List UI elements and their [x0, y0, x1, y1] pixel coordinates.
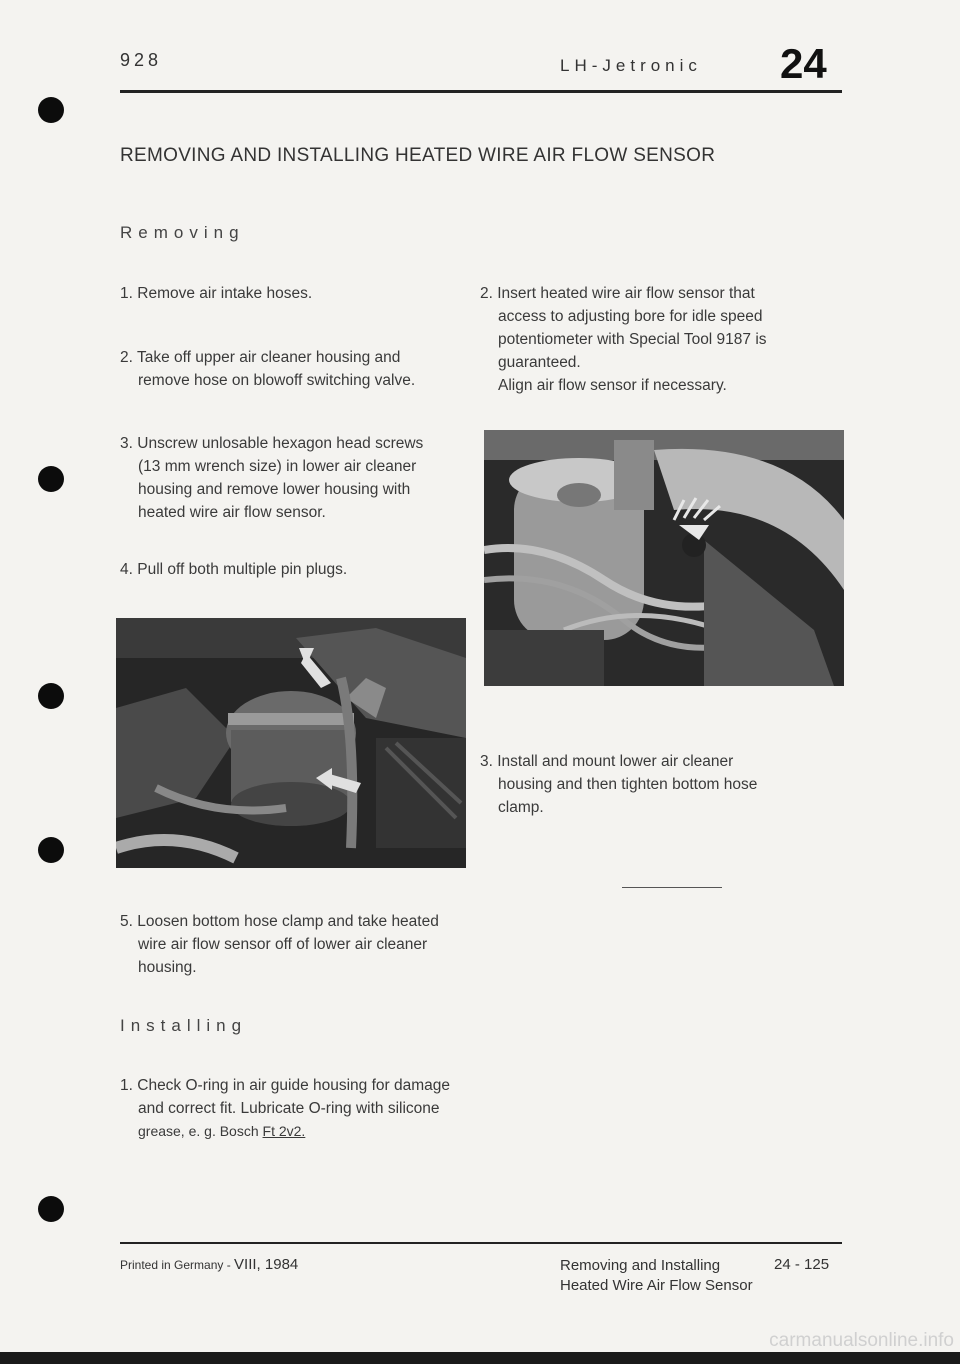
installing-step-1: 1. Check O-ring in air guide housing for damage and correct fit. Lubricate O-ring with silicone grease, e. g. Bosch Ft 2v2.: [120, 1077, 451, 1139]
end-rule: [622, 887, 722, 888]
punch-hole: [38, 97, 64, 123]
removing-step-3: 3. Unscrew unlosable hexagon head screws (13 mm wrench size) in lower air cleaner housing and remove lower housing with heated wire air flow sensor.: [120, 435, 424, 521]
page-title: REMOVING AND INSTALLING HEATED WIRE AIR FLOW SENSOR: [120, 145, 716, 166]
footer-doc-title: Removing and Installing Heated Wire Air Flow Sensor: [560, 1257, 753, 1294]
installing-step-2: 2. Insert heated wire air flow sensor that access to adjusting bore for idle speed potentiometer with Special Tool 9187 is guaranteed. Align air flow sensor if necessary.: [480, 285, 767, 394]
footer-page-number: 24 - 125: [774, 1256, 830, 1273]
photo-adjusting-bore: [484, 430, 844, 686]
header-group-number: 24: [780, 40, 827, 87]
header-model: 928: [120, 50, 163, 70]
punch-hole: [38, 837, 64, 863]
photo-multiple-pin-plugs: [116, 618, 466, 868]
footer-rule: [120, 1242, 842, 1244]
punch-hole: [38, 1196, 64, 1222]
removing-step-1: 1. Remove air intake hoses.: [120, 285, 313, 302]
watermark: carmanualsonline.info: [769, 1330, 954, 1351]
installing-heading: Installing: [120, 1016, 248, 1035]
header-rule: [120, 90, 842, 93]
punch-hole: [38, 466, 64, 492]
removing-heading: Removing: [120, 223, 245, 242]
footer-printed: Printed in Germany - VIII, 1984: [120, 1256, 299, 1273]
punch-hole: [38, 683, 64, 709]
removing-step-2: 2. Take off upper air cleaner housing and remove hose on blowoff switching valve.: [120, 349, 416, 389]
bottom-bar: [0, 1352, 960, 1364]
removing-step-4: 4. Pull off both multiple pin plugs.: [120, 561, 348, 578]
removing-step-5: 5. Loosen bottom hose clamp and take heated wire air flow sensor off of lower air cleaner housing.: [120, 913, 439, 976]
header-section: LH-Jetronic: [560, 56, 702, 75]
installing-step-3: 3. Install and mount lower air cleaner housing and then tighten bottom hose clamp.: [480, 753, 758, 816]
